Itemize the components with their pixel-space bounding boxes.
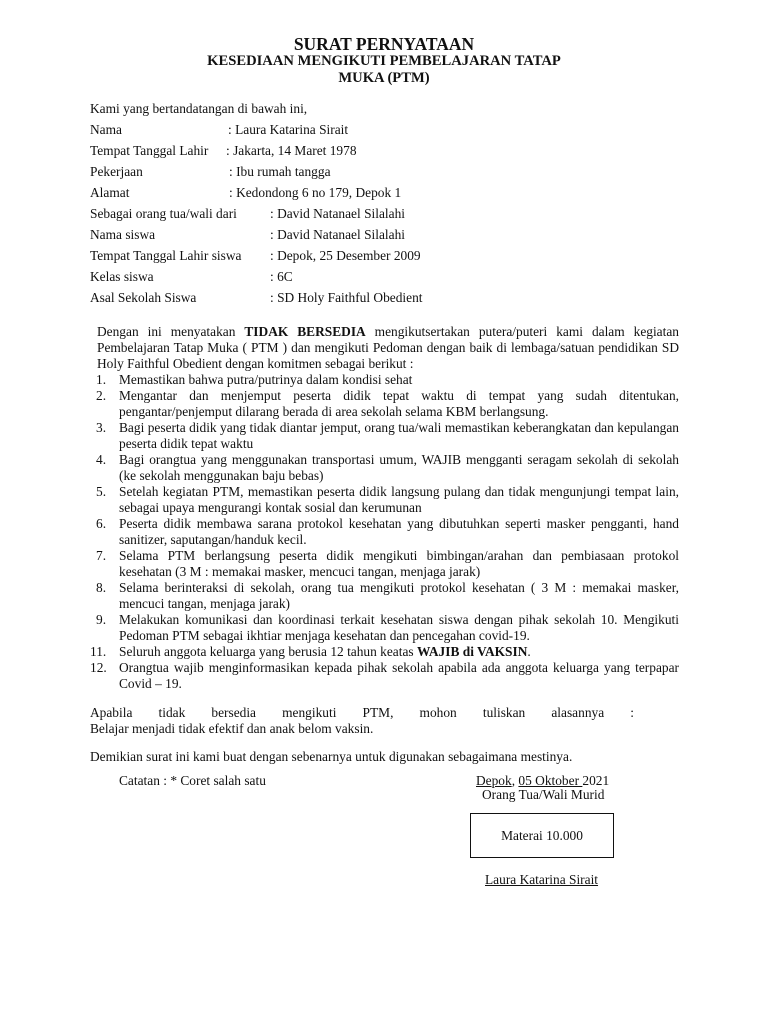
field-value: : Depok, 25 Desember 2009 (270, 248, 421, 263)
field-value: : 6C (270, 269, 293, 284)
statement-paragraph (90, 324, 679, 372)
field-value: : David Natanael Silalahi (270, 206, 405, 221)
list-number: 7. (96, 548, 107, 563)
field-label: Asal Sekolah Siswa (90, 290, 197, 305)
statement-prefix: Dengan ini menyatakan (97, 324, 245, 339)
list-text: Peserta didik membawa sarana protokol kesehatan yang dibutuhkan seperti masker pengganti, hand sanitizer, saputangan/handuk kecil. (119, 516, 679, 547)
list-text: Setelah kegiatan PTM, memastikan peserta didik langsung pulang dan tidak mengunjungi tempat lain, sebagai upaya mengurangi kontak sosial dan kerumunan (119, 484, 679, 515)
letter-subtitle-line-1: KESEDIAAN MENGIKUTI PEMBELAJARAN TATAP (207, 53, 561, 69)
field-label: Kelas siswa (90, 269, 154, 284)
statement-suffix: mengikutsertakan putera/puteri kami dalam kegiatan Pembelajaran Tatap Muka ( PTM ) dan mengikuti Pedoman dengan baik di lembaga/satuan pendidikan SD Holy Faithful Obedient dengan komitmen sebagai berikut : (97, 324, 679, 371)
list-number: 1. (96, 372, 107, 387)
field-label: Nama siswa (90, 227, 156, 242)
list-item (90, 388, 679, 420)
list-emphasis: WAJIB di VAKSIN (416, 644, 528, 659)
list-number: 4. (96, 452, 107, 467)
letter-title: SURAT PERNYATAAN (293, 34, 475, 54)
letter-subtitle-line-2: MUKA (PTM) (338, 70, 430, 86)
reason-prompt: Apabila tidak bersedia mengikuti PTM, mohon tuliskan alasannya : (90, 705, 634, 720)
list-number: 3. (96, 420, 107, 435)
field-value: : Kedondong 6 no 179, Depok 1 (229, 185, 402, 200)
list-number: 8. (96, 580, 107, 595)
list-text: Orangtua wajib menginformasikan kepada pihak sekolah apabila ada anggota keluarga yang terpapar Covid – 19. (119, 660, 679, 691)
list-number: 6. (96, 516, 107, 531)
statement-emphasis: TIDAK BERSEDIA (244, 324, 366, 339)
list-number: 5. (96, 484, 107, 499)
list-text: Melakukan komunikasi dan koordinasi terkait kesehatan siswa dengan pihak sekolah 10. Mengikuti Pedoman PTM sebagai ikhtiar menjaga kesehatan dan pencegahan covid-19. (119, 612, 679, 643)
list-item (90, 548, 679, 580)
list-number: 12. (90, 660, 107, 675)
list-text: Selama PTM berlangsung peserta didik mengikuti bimbingan/arahan dan pembiasaan protokol kesehatan (3 M : memakai masker, mencuci tangan, menjaga jarak) (119, 548, 679, 579)
field-label: Tempat Tanggal Lahir siswa (90, 248, 242, 263)
field-label: Pekerjaan (90, 164, 143, 179)
materai-stamp-box (470, 813, 614, 858)
field-value: : SD Holy Faithful Obedient (270, 290, 423, 305)
materai-stamp-label: Materai 10.000 (501, 827, 583, 843)
list-text: Bagi orangtua yang menggunakan transportasi umum, WAJIB mengganti seragam sekolah di sekolah (ke sekolah menggunakan baju bebas) (119, 452, 679, 483)
list-item (90, 484, 679, 516)
list-text: Seluruh anggota keluarga yang berusia 12 tahun keatas (119, 644, 417, 659)
signature-role: Orang Tua/Wali Murid (482, 787, 605, 802)
field-label: Sebagai orang tua/wali dari (90, 206, 237, 221)
list-item (90, 372, 679, 388)
list-text: Bagi peserta didik yang tidak diantar jemput, orang tua/wali memastikan keberangkatan dan kepulangan peserta didik tepat waktu (119, 420, 679, 451)
field-value: : Jakarta, 14 Maret 1978 (226, 143, 357, 158)
signature-place: Depok (476, 773, 512, 788)
list-number: 9. (96, 612, 107, 627)
reason-answer: Belajar menjadi tidak efektif dan anak belom vaksin. (90, 721, 374, 736)
field-label: Alamat (90, 185, 130, 200)
list-item (90, 516, 679, 548)
list-item (90, 452, 679, 484)
list-text: Selama berinteraksi di sekolah, orang tua mengikuti protokol kesehatan ( 3 M : memakai masker, mencuci tangan, menjaga jarak) (119, 580, 679, 611)
list-item (90, 612, 679, 644)
field-label: Tempat Tanggal Lahir (90, 143, 209, 158)
intro-text: Kami yang bertandatangan di bawah ini, (90, 101, 308, 116)
list-item (90, 644, 679, 660)
list-number: 2. (96, 388, 107, 403)
list-text: Memastikan bahwa putra/putrinya dalam kondisi sehat (119, 372, 413, 387)
commitment-list (90, 372, 679, 692)
list-text: Mengantar dan menjemput peserta didik tepat waktu di tempat yang sudah ditentukan, pengantar/penjemput dilarang berada di area sekolah selama KBM berlangsung. (119, 388, 679, 419)
list-item (90, 420, 679, 452)
list-item (90, 660, 679, 692)
field-value: : Laura Katarina Sirait (228, 122, 349, 137)
closing-text: Demikian surat ini kami buat dengan sebenarnya untuk digunakan sebagaimana mestinya. (90, 749, 573, 764)
note-text: Catatan : * Coret salah satu (119, 773, 266, 788)
list-number: 11. (90, 644, 107, 659)
signature-separator: , (511, 773, 519, 788)
field-value: : David Natanael Silalahi (270, 227, 405, 242)
field-label: Nama (90, 122, 122, 137)
signer-name: Laura Katarina Sirait (485, 872, 599, 887)
list-suffix: . (527, 644, 531, 659)
signature-date: 05 Oktober (518, 773, 583, 788)
signature-year: 2021 (582, 773, 610, 788)
list-item (90, 580, 679, 612)
field-value: : Ibu rumah tangga (229, 164, 331, 179)
